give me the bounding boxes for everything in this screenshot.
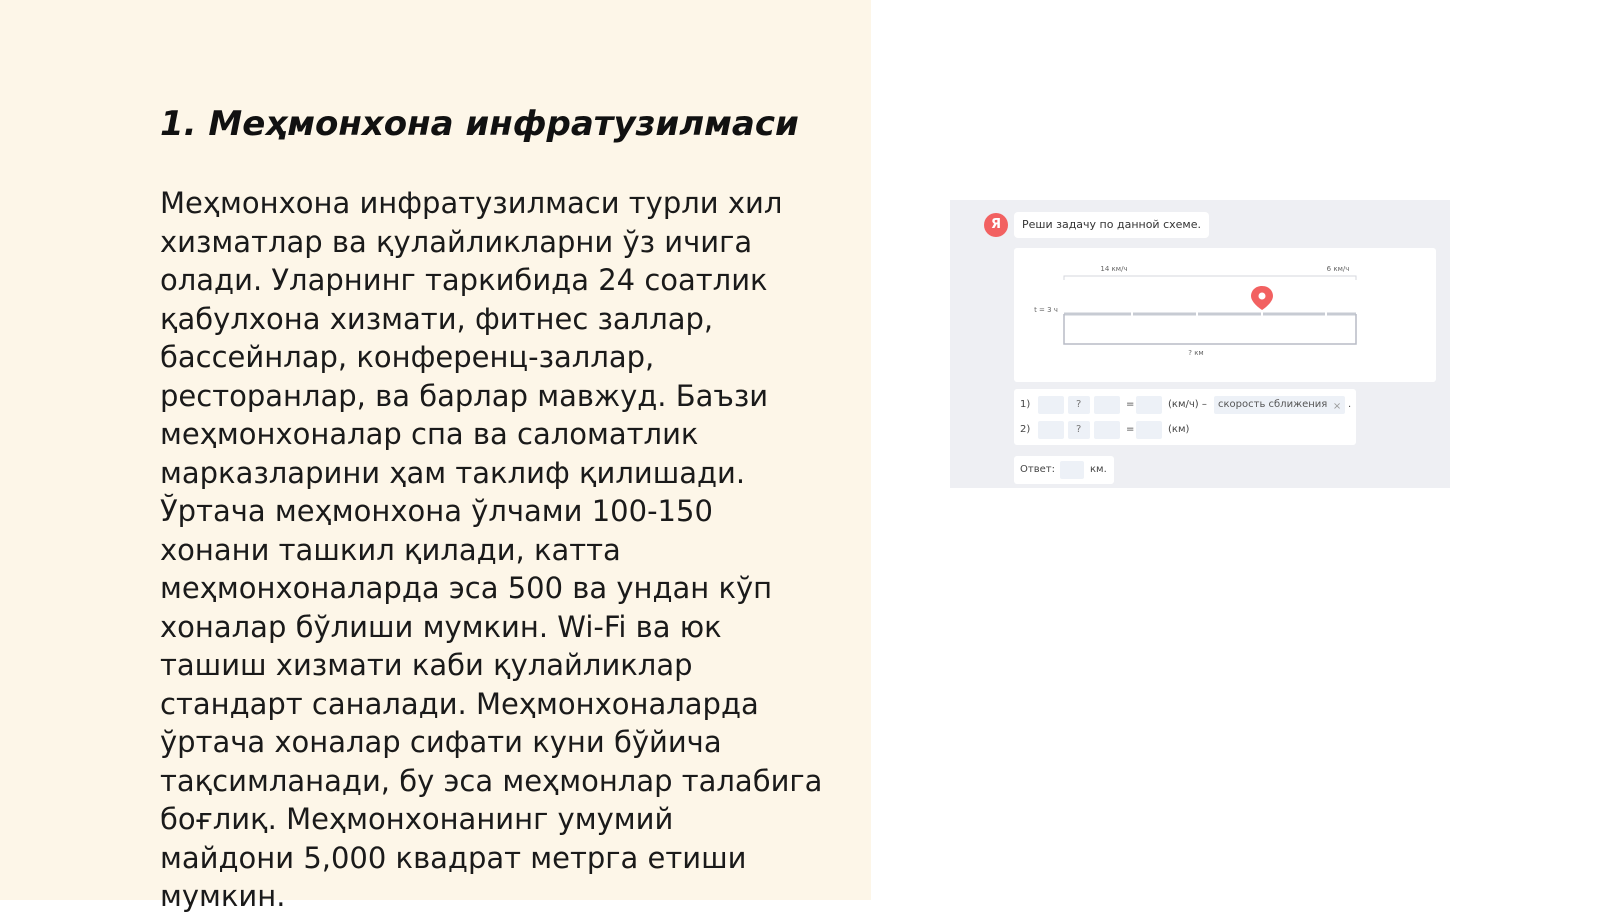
answer-input[interactable] (1060, 461, 1084, 479)
task-diagram (1014, 248, 1436, 382)
operator-placeholder: ? (1076, 399, 1082, 410)
solution-row-1 (1014, 394, 1356, 416)
result-input[interactable] (1136, 396, 1162, 414)
diagram-drawing (1014, 248, 1436, 382)
top-bracket (1064, 276, 1356, 280)
answer-field (1014, 456, 1114, 484)
answer-label: Ответ: (1020, 464, 1055, 475)
bottom-bracket (1064, 314, 1356, 344)
operand-input[interactable] (1094, 421, 1120, 439)
equals-sign: = (1126, 399, 1135, 410)
answer-tag[interactable] (1214, 396, 1345, 414)
distance-label: ? км (1188, 349, 1204, 357)
speed-right-label: 6 км/ч (1326, 265, 1350, 273)
speed-left-label: 14 км/ч (1100, 265, 1128, 273)
row-number: 2) (1020, 424, 1031, 435)
answer-unit: км. (1090, 464, 1107, 475)
answer-tag-label: скорость сближения (1218, 399, 1328, 410)
slide-body-text: Меҳмонхона инфратузилмаси турли хил хизматлар ва қулайликларни ўз ичига олади. Уларнинг таркибида 24 соатлик қабулхона хизмати, фитнес заллар, бассейнлар, конференц-заллар, ресторанлар, ва барлар мавжуд. Баъзи меҳмонхоналар спа ва саломатлик марказларини ҳам таклиф қилишади. Ўртача меҳмонхона ўлчами 100-150 хонани ташкил қилади, катта меҳмонхоналарда эса 500 ва ундан кўп хоналар бўлиши мумкин. Wi-Fi ва юк ташиш хизмати каби қулайликлар стандарт саналади. Меҳмонхоналарда ўртача хоналар сифати куни бўйича тақсимланади, бу эса меҳмонлар талабига боғлиқ. Меҳмонхонанинг умумий майдони 5,000 квадрат метрга етиши мумкин. (160, 186, 823, 913)
close-icon[interactable]: × (1332, 401, 1342, 412)
operand-input[interactable] (1038, 421, 1064, 439)
slide-heading: 1. Меҳмонхона инфратузилмаси (160, 104, 799, 144)
yandex-logo-icon: Я (984, 213, 1008, 237)
time-label: t = 3 ч (1034, 306, 1058, 314)
operand-input[interactable] (1038, 396, 1064, 414)
result-input[interactable] (1136, 421, 1162, 439)
solution-form (1014, 389, 1356, 445)
operand-input[interactable] (1094, 396, 1120, 414)
row-number: 1) (1020, 399, 1031, 410)
equals-sign: = (1126, 424, 1135, 435)
unit-label: (км) (1168, 424, 1190, 435)
row-end: . (1348, 399, 1352, 410)
meeting-point-pin-icon (1251, 286, 1273, 310)
operator-placeholder: ? (1076, 424, 1082, 435)
solution-row-2 (1014, 419, 1356, 441)
task-prompt: Реши задачу по данной схеме. (1014, 212, 1209, 238)
task-screenshot (950, 200, 1450, 488)
unit-label: (км/ч) – (1168, 399, 1207, 410)
